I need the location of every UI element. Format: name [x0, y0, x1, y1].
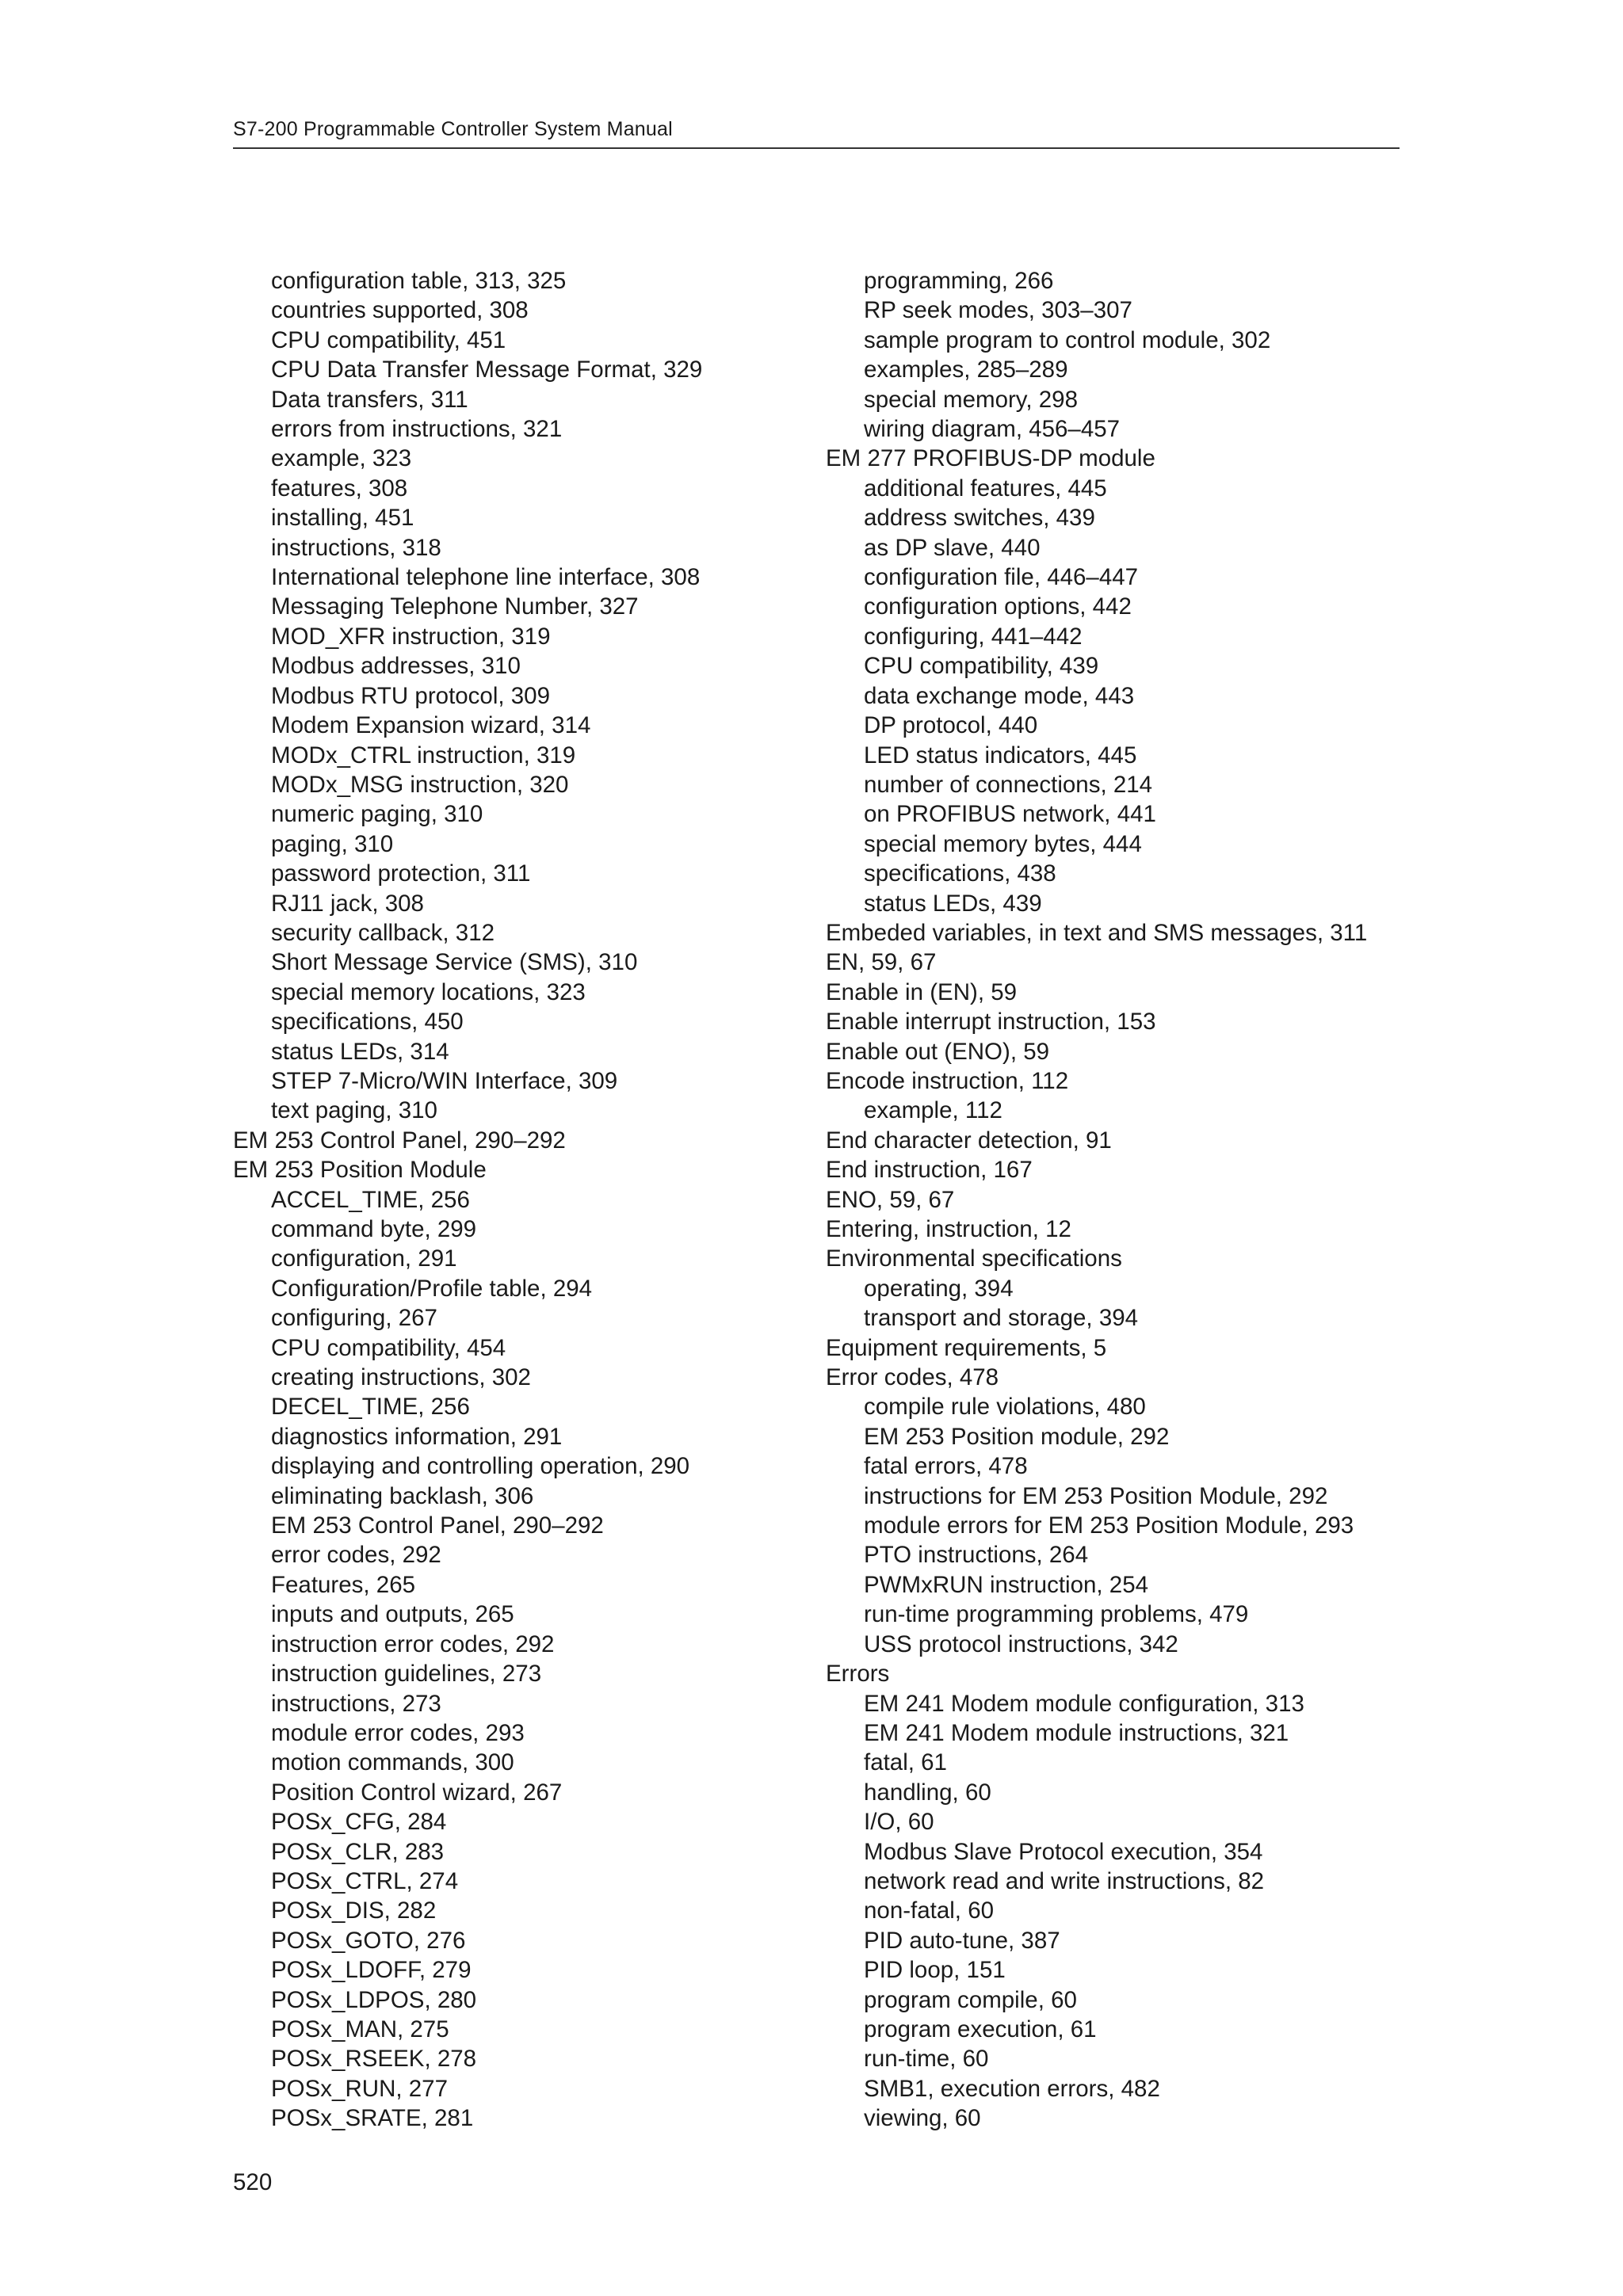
index-sub-entry: displaying and controlling operation, 290	[271, 1453, 690, 1480]
index-main-entry: Entering, instruction, 12	[826, 1216, 1071, 1242]
index-sub-entry: MODx_CTRL instruction, 319	[271, 742, 576, 769]
index-sub-entry: eliminating backlash, 306	[271, 1482, 534, 1509]
index-main-entry: Embeded variables, in text and SMS messages, 311	[826, 919, 1368, 946]
index-sub-entry: numeric paging, 310	[271, 801, 483, 828]
index-sub-entry: fatal, 61	[864, 1749, 947, 1776]
index-column-right	[826, 266, 1412, 2134]
index-sub-entry: sample program to control module, 302	[864, 326, 1271, 353]
index-main-entry: EN, 59, 67	[826, 949, 937, 976]
index-sub-entry: operating, 394	[864, 1275, 1014, 1302]
index-sub-entry: program compile, 60	[864, 1986, 1077, 2013]
index-sub-entry: installing, 451	[271, 505, 414, 532]
index-sub-entry: instruction guidelines, 273	[271, 1661, 542, 1688]
index-main-entry: Encode instruction, 112	[826, 1067, 1069, 1094]
index-sub-entry: CPU compatibility, 454	[271, 1334, 506, 1361]
index-sub-entry: POSx_CTRL, 274	[271, 1867, 459, 1894]
index-sub-entry: configuration file, 446–447	[864, 564, 1139, 591]
index-sub-entry: programming, 266	[864, 268, 1054, 294]
index-column-left	[233, 266, 804, 2134]
index-sub-entry: DP protocol, 440	[864, 712, 1038, 739]
index-sub-entry: Features, 265	[271, 1571, 416, 1598]
index-sub-entry: MODx_MSG instruction, 320	[271, 771, 569, 798]
index-sub-entry: POSx_CFG, 284	[271, 1809, 447, 1836]
index-main-entry: Enable in (EN), 59	[826, 978, 1018, 1005]
index-main-entry: Enable interrupt instruction, 153	[826, 1009, 1156, 1035]
index-sub-entry: specifications, 450	[271, 1009, 464, 1035]
index-sub-entry: Data transfers, 311	[271, 386, 468, 413]
index-sub-entry: diagnostics information, 291	[271, 1423, 563, 1450]
index-sub-entry: configuring, 441–442	[864, 623, 1083, 650]
index-sub-entry: STEP 7-Micro/WIN Interface, 309	[271, 1067, 618, 1094]
index-sub-entry: example, 323	[271, 445, 412, 472]
index-sub-entry: run-time programming problems, 479	[864, 1601, 1249, 1628]
index-sub-entry: USS protocol instructions, 342	[864, 1630, 1178, 1657]
index-sub-entry: network read and write instructions, 82	[864, 1867, 1265, 1894]
index-main-entry: End character detection, 91	[826, 1127, 1112, 1154]
index-main-entry: End instruction, 167	[826, 1157, 1033, 1184]
index-sub-entry: countries supported, 308	[271, 297, 529, 324]
index-sub-entry: POSx_DIS, 282	[271, 1897, 437, 1924]
index-sub-entry: security callback, 312	[271, 919, 495, 946]
index-sub-entry: Modem Expansion wizard, 314	[271, 712, 591, 739]
index-main-entry: EM 253 Control Panel, 290–292	[233, 1127, 566, 1154]
index-sub-entry: run-time, 60	[864, 2046, 989, 2073]
index-sub-entry: inputs and outputs, 265	[271, 1601, 514, 1628]
index-main-entry: ENO, 59, 67	[826, 1186, 955, 1213]
index-sub-entry: command byte, 299	[271, 1216, 477, 1242]
index-sub-entry: instructions for EM 253 Position Module, 292	[864, 1482, 1328, 1509]
index-sub-entry: viewing, 60	[864, 2105, 981, 2132]
index-main-entry: Enable out (ENO), 59	[826, 1038, 1050, 1065]
index-sub-entry: configuring, 267	[271, 1305, 437, 1332]
index-sub-entry: wiring diagram, 456–457	[864, 416, 1121, 443]
index-sub-entry: program execution, 61	[864, 2016, 1097, 2042]
index-main-entry: Errors	[826, 1661, 890, 1688]
index-sub-entry: transport and storage, 394	[864, 1305, 1139, 1332]
index-main-entry: Environmental specifications	[826, 1245, 1122, 1272]
index-sub-entry: POSx_CLR, 283	[271, 1838, 445, 1865]
manual-title: S7-200 Programmable Controller System Manual	[233, 118, 673, 140]
index-sub-entry: POSx_LDOFF, 279	[271, 1957, 472, 1984]
index-sub-entry: error codes, 292	[271, 1542, 441, 1569]
index-sub-entry: Short Message Service (SMS), 310	[271, 949, 638, 976]
index-sub-entry: CPU compatibility, 451	[271, 326, 506, 353]
index-sub-entry: address switches, 439	[864, 505, 1095, 532]
index-sub-entry: fatal errors, 478	[864, 1453, 1028, 1480]
index-sub-entry: instruction error codes, 292	[271, 1630, 555, 1657]
index-main-entry: EM 253 Position Module	[233, 1157, 487, 1184]
index-sub-entry: module errors for EM 253 Position Module, 293	[864, 1512, 1354, 1539]
index-sub-entry: special memory, 298	[864, 386, 1078, 413]
index-sub-entry: motion commands, 300	[271, 1749, 514, 1776]
index-sub-entry: Modbus RTU protocol, 309	[271, 682, 550, 709]
index-main-entry: Equipment requirements, 5	[826, 1334, 1107, 1361]
index-sub-entry: instructions, 318	[271, 534, 441, 561]
index-sub-entry: instructions, 273	[271, 1690, 441, 1717]
index-sub-entry: configuration, 291	[271, 1245, 457, 1272]
index-sub-entry: examples, 285–289	[864, 357, 1068, 383]
index-sub-entry: additional features, 445	[864, 475, 1107, 502]
index-sub-entry: status LEDs, 314	[271, 1038, 449, 1065]
index-sub-entry: handling, 60	[864, 1779, 991, 1806]
index-sub-entry: EM 241 Modem module instructions, 321	[864, 1719, 1289, 1746]
index-sub-entry: POSx_SRATE, 281	[271, 2105, 474, 2132]
index-sub-entry: CPU compatibility, 439	[864, 653, 1099, 680]
index-sub-entry: ACCEL_TIME, 256	[271, 1186, 470, 1213]
index-sub-entry: EM 253 Position module, 292	[864, 1423, 1170, 1450]
index-sub-entry: configuration options, 442	[864, 593, 1132, 620]
index-sub-entry: PTO instructions, 264	[864, 1542, 1089, 1569]
index-sub-entry: MOD_XFR instruction, 319	[271, 623, 551, 650]
index-sub-entry: RJ11 jack, 308	[271, 890, 424, 917]
index-sub-entry: creating instructions, 302	[271, 1364, 531, 1391]
index-sub-entry: CPU Data Transfer Message Format, 329	[271, 357, 703, 383]
index-sub-entry: password protection, 311	[271, 860, 531, 887]
page-number: 520	[233, 2169, 273, 2195]
index-sub-entry: configuration table, 313, 325	[271, 268, 567, 294]
index-sub-entry: POSx_RSEEK, 278	[271, 2046, 477, 2073]
index-sub-entry: RP seek modes, 303–307	[864, 297, 1132, 324]
index-sub-entry: DECEL_TIME, 256	[271, 1394, 470, 1421]
index-sub-entry: PID auto-tune, 387	[864, 1927, 1060, 1954]
index-sub-entry: EM 241 Modem module configuration, 313	[864, 1690, 1304, 1717]
index-sub-entry: PID loop, 151	[864, 1957, 1006, 1984]
running-header	[233, 116, 1400, 149]
index-main-entry: EM 277 PROFIBUS-DP module	[826, 445, 1155, 472]
index-sub-entry: number of connections, 214	[864, 771, 1153, 798]
index-sub-entry: POSx_RUN, 277	[271, 2075, 448, 2102]
index-sub-entry: Messaging Telephone Number, 327	[271, 593, 639, 620]
index-sub-entry: LED status indicators, 445	[864, 742, 1137, 769]
index-sub-entry: I/O, 60	[864, 1809, 934, 1836]
index-sub-entry: module error codes, 293	[271, 1719, 525, 1746]
index-main-entry: Error codes, 478	[826, 1364, 999, 1391]
index-sub-entry: Configuration/Profile table, 294	[271, 1275, 593, 1302]
index-sub-entry: special memory locations, 323	[271, 978, 586, 1005]
index-sub-entry: compile rule violations, 480	[864, 1394, 1146, 1421]
index-sub-entry: on PROFIBUS network, 441	[864, 801, 1156, 828]
index-sub-entry: POSx_LDPOS, 280	[271, 1986, 477, 2013]
index-sub-entry: example, 112	[864, 1097, 1002, 1124]
index-sub-entry: International telephone line interface, 308	[271, 564, 701, 591]
index-sub-entry: non-fatal, 60	[864, 1897, 995, 1924]
index-sub-entry: features, 308	[271, 475, 408, 502]
index-sub-entry: text paging, 310	[271, 1097, 437, 1124]
index-sub-entry: POSx_MAN, 275	[271, 2016, 449, 2042]
index-sub-entry: data exchange mode, 443	[864, 682, 1135, 709]
index-sub-entry: PWMxRUN instruction, 254	[864, 1571, 1149, 1598]
index-sub-entry: Modbus Slave Protocol execution, 354	[864, 1838, 1263, 1865]
index-sub-entry: as DP slave, 440	[864, 534, 1041, 561]
index-sub-entry: paging, 310	[271, 830, 394, 857]
index-sub-entry: specifications, 438	[864, 860, 1056, 887]
index-sub-entry: POSx_GOTO, 276	[271, 1927, 466, 1954]
index-sub-entry: errors from instructions, 321	[271, 416, 563, 443]
index-sub-entry: special memory bytes, 444	[864, 830, 1142, 857]
index-sub-entry: SMB1, execution errors, 482	[864, 2075, 1160, 2102]
index-sub-entry: status LEDs, 439	[864, 890, 1042, 917]
index-sub-entry: EM 253 Control Panel, 290–292	[271, 1512, 604, 1539]
index-sub-entry: Position Control wizard, 267	[271, 1779, 563, 1806]
index-sub-entry: Modbus addresses, 310	[271, 653, 521, 680]
